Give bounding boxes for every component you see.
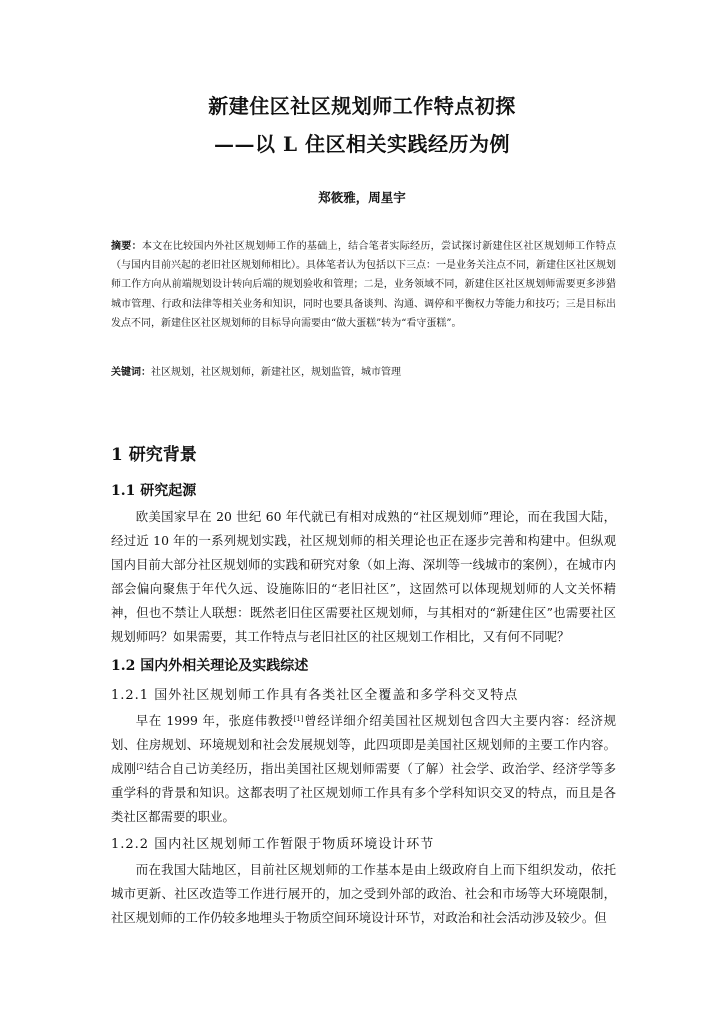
- author-line: 郑筱雅，周星宇: [318, 190, 406, 205]
- citation-ref[interactable]: [2]: [136, 763, 147, 772]
- section-heading-1-2: 1.2 国内外相关理论及实践综述: [111, 658, 309, 674]
- keywords-block: [111, 365, 616, 381]
- citation-ref[interactable]: [1]: [293, 715, 304, 723]
- keywords-label: 关键词：: [111, 367, 151, 378]
- keywords-text: 社区规划，社区规划师，新建社区，规划监管，城市管理: [151, 367, 401, 378]
- paragraph-text: 早在 1999 年，张庭伟教授: [135, 713, 294, 728]
- abstract-label: 摘要：: [111, 241, 142, 252]
- section-heading-1-2-2: 1.2.2 国内社区规划师工作暂限于物质环境设计环节: [111, 837, 435, 852]
- paragraph-research-origin: 欧美国家早在 20 世纪 60 年代就已有相对成熟的“社区规划师”理论，而在我国大陆，经过近 10 年的一系列规划实践，社区规划师的相关理论也正在逐步完善和构建中。但纵观国内目前大部分社区规划师的实践和研究对象（如上海、深圳等一线城市的案例），在城市内部会偏向聚焦于年代久远、设施陈旧的“老旧社区”，这固然可以体现规划师的人文关怀精神，但也不禁让人联想：既然老旧住区需要社区规划师，与其相对的“新建住区”也需要社区规划师吗？如果需要，其工作特点与老旧社区的社区规划工作相比，又有何不同呢？: [111, 509, 616, 645]
- paragraph-domestic-practice: 而在我国大陆地区，目前社区规划师的工作基本是由上级政府自上而下组织发动，依托城市更新、社区改造等工作进行展开的，加之受到外部的政治、社会和市场等大环境限制，社区规划师的工作仍较多地埋头于物质空间环境设计环节，对政治和社会活动涉及较少。但: [111, 862, 616, 926]
- paragraph-text: 结合自己访美经历，指出美国社区规划师需要（了解）社会学、政治学、经济学等多重学科的背景和知识。这都表明了社区规划师工作具有多个学科知识交叉的特点，而且是各类社区都需要的职业。: [111, 761, 617, 825]
- paper-subtitle: ——以 L 住区相关实践经历为例: [214, 132, 510, 156]
- section-heading-1-2-1: 1.2.1 国外社区规划师工作具有各类社区全覆盖和多学科交叉特点: [111, 688, 519, 703]
- abstract-text: 本文在比较国内外社区规划师工作的基础上，结合笔者实际经历，尝试探讨新建住区社区规划师工作特点（与国内目前兴起的老旧社区规划师相比）。具体笔者认为包括以下三点：一是业务关注点不同，新建住区社区规划师工作方向从前端规划设计转向后端的规划验收和管理；二是，业务领域不同，新建住区社区规划师需要更多涉猎城市管理、行政和法律等相关业务和知识，同时也要具备谈判、沟通、调停和平衡权力等能力和技巧；三是目标出发点不同，新建住区社区规划师的目标导向需要由“做大蛋糕”转为“看守蛋糕”。: [111, 241, 616, 329]
- paragraph-text: 曾经详细介绍美国社区规划包含四大主要内容：经济规划、住房规划、环境规划和社会发展规划等，此四项即是美国社区规划师的主要工作内容。成刚: [111, 713, 617, 777]
- abstract-block: [111, 237, 616, 333]
- paper-title: 新建住区社区规划师工作特点初探: [208, 94, 516, 118]
- section-heading-1: 1 研究背景: [111, 445, 197, 465]
- paragraph-foreign-practice: [111, 709, 616, 829]
- section-heading-1-1: 1.1 研究起源: [111, 483, 197, 499]
